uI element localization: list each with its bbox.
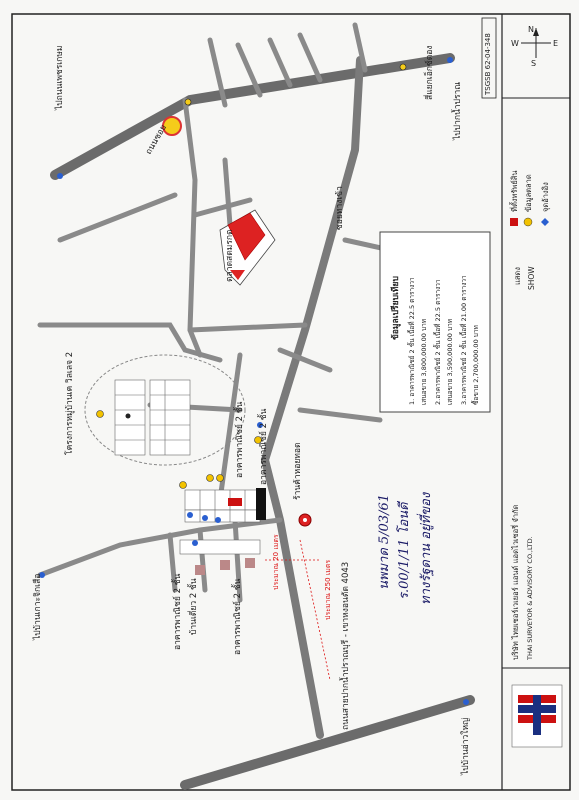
legend-subtitle: SHOW: [527, 266, 536, 290]
label-to-bang-chak: ไปบ้านเกาะจิกเสือ: [33, 573, 43, 640]
road-w2: [60, 195, 175, 240]
traffic-light-icon: [185, 99, 191, 105]
legend-item-label: จุดอ้างอิง: [541, 182, 550, 212]
market-info-line: 3.อาคารพาณิชย์ 2 ชั้น เนื้อที่ 21.00 ตารางวา: [460, 275, 468, 405]
label-housing-project: โครงการหมู่บ้านเค วิลเลจ 2: [65, 351, 75, 455]
label-main-road: ถนนสายปากน้ำปราณบุรี - เขาหงอนตัด 4043: [341, 561, 351, 730]
label-dist-20: ประมาณ 20 เมตร: [272, 534, 280, 590]
company-block: [510, 504, 562, 747]
road-n4: [300, 35, 320, 80]
label-shop-name: ร้านค้าหอยทอด: [293, 442, 303, 500]
compass-e: E: [553, 39, 559, 48]
label-shophouse-a: อาคารพาณิชย์ 2 ชั้น: [259, 408, 269, 485]
road-e2: [300, 410, 380, 420]
traffic-light-icon: [400, 64, 406, 70]
label-to-cape: ไปถนนเพชรเกษม: [55, 45, 65, 110]
compass-icon: [511, 25, 558, 68]
label-shophouse-d: อาคารพาณิชย์ 2 ชั้น: [233, 578, 243, 655]
market-info-line: ซื้อขาย 2,700,000.00 บาท: [472, 325, 480, 405]
compass-n: N: [528, 25, 534, 34]
label-road-b: ถนนซอย: [143, 123, 169, 157]
road-w6: [225, 160, 230, 225]
road-w4: [195, 200, 250, 215]
doc-code: TSGSB 62-04-348: [484, 33, 492, 95]
label-market: ตลาดสดมรกต: [225, 229, 235, 282]
handwriting-line-3: ทางรัฐดาน อยู่ที่ของ: [419, 492, 434, 605]
company-name-en: THAI SURVEYOR & ADVISORY CO.,LTD.: [526, 536, 534, 660]
legend-item-label: ที่ตั้งทรัพย์สิน: [510, 170, 519, 212]
label-intersection: สี่แยกเอ็กซ์ดอง: [425, 45, 435, 100]
road-n3: [270, 40, 290, 85]
compass-w: W: [511, 39, 519, 48]
road-e1: [280, 350, 330, 370]
label-shophouse-b: อาคารพาณิชย์ 2 ชั้น: [235, 401, 245, 478]
company-name-th: บริษัท ไทยเซอร์เวเยอร์ แอนด์ แอดไวเซอรี่ จำกัด: [511, 504, 520, 660]
blue-diamond-icon: [541, 218, 549, 226]
red-square-icon: [510, 218, 518, 226]
legend-item-label: ข้อมูลตลาด: [524, 174, 533, 212]
label-single-house: บ้านเดี่ยว 2 ชั้น: [189, 578, 199, 635]
road-w5: [190, 325, 305, 330]
market-info-line: เสนอขาย 3,590,000.00 บาท: [446, 318, 454, 405]
market-info-line: 1. อาคารพาณิชย์ 2 ชั้น เนื้อที่ 22.5 ตารางวา: [408, 277, 416, 405]
label-road-a: ซอยทางเข้า: [335, 186, 345, 230]
legend: [509, 171, 550, 291]
road-bottom-highway: [185, 700, 470, 785]
yellow-circle-icon: [524, 218, 532, 226]
legend-title: แสดง: [513, 267, 522, 285]
market-info-line: เสนอขาย 3,800,000.00 บาท: [420, 318, 428, 405]
direction-arrow-icon: [57, 173, 63, 179]
label-to-ban-ao: ไปบ้านอ่าวใหญ่: [461, 717, 471, 775]
label-shophouse-c: อาคารพาณิชย์ 2 ชั้น: [173, 573, 183, 650]
subject-building: [256, 488, 266, 520]
road-lower-stub2: [200, 530, 205, 590]
direction-arrow-icon: [447, 57, 453, 63]
label-dist-250: ประมาณ 250 เมตร: [324, 559, 332, 620]
handwriting-line-2: ร.00/1/11 โอนดี: [397, 502, 412, 600]
market-info-title: ข้อมูลเปรียบเทียบ: [391, 276, 401, 340]
label-to-pak-nam-pran: ไปปากน้ำปราณ: [453, 81, 463, 140]
market-info-line: 2.อาคารพาณิชย์ 2 ชั้น เนื้อที่ 22.5 ตารางวา: [434, 279, 442, 405]
road-w1: [185, 100, 200, 355]
compass-s: S: [531, 59, 537, 68]
handwriting-line-1: นพมาด 5/03/61: [377, 493, 392, 590]
property-location-marker: [228, 498, 242, 506]
direction-arrow-icon: [463, 699, 469, 705]
